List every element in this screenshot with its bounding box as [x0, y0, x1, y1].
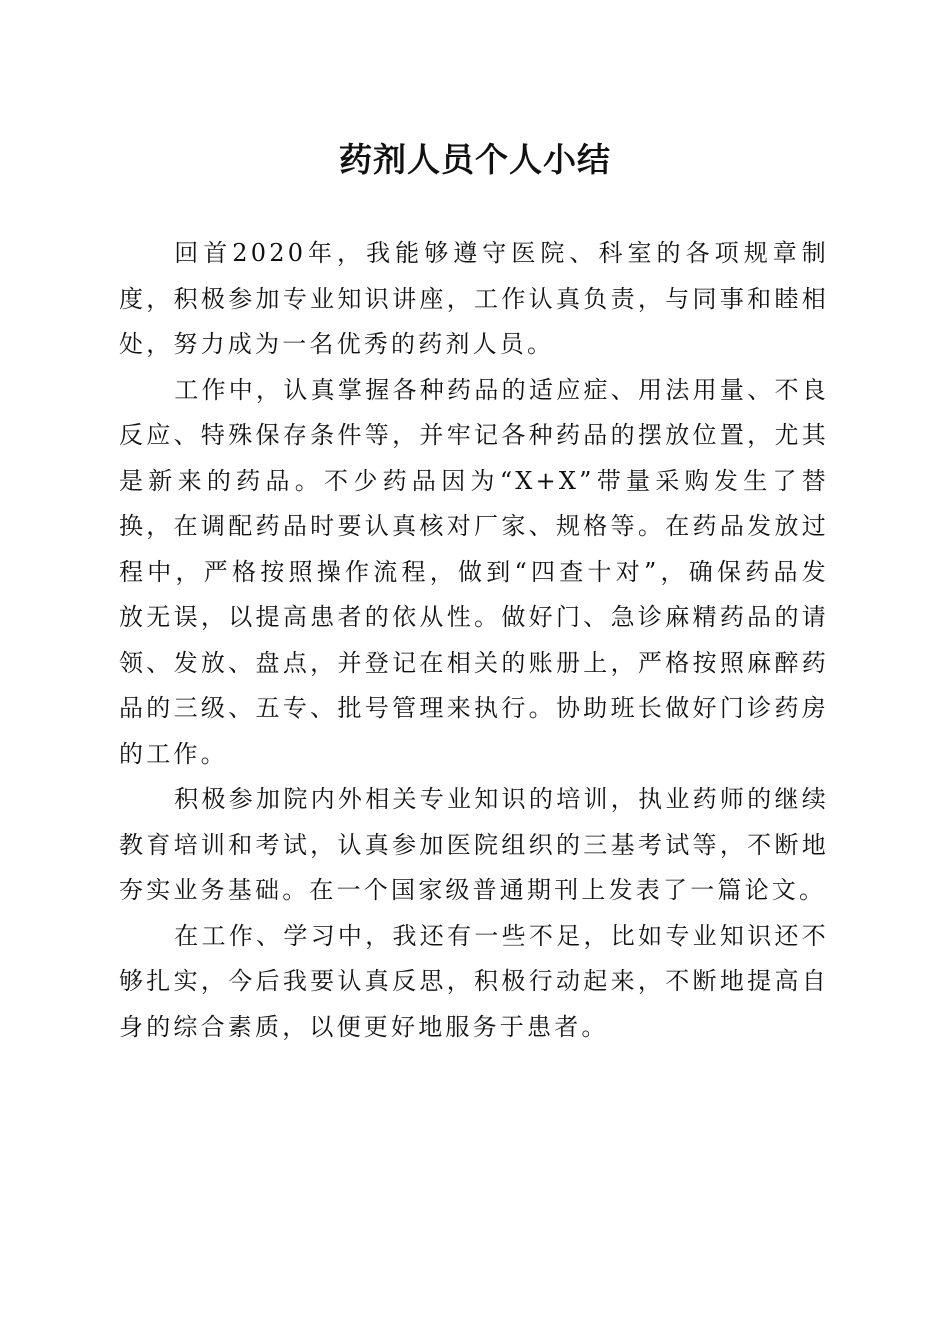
paragraph-2: 工作中，认真掌握各种药品的适应症、用法用量、不良反应、特殊保存条件等，并牢记各种药品的摆放位置，尤其是新来的药品。不少药品因为“X+X”带量采购发生了替换，在调配药品时要认真核对厂家、规格等。在药品发放过程中，严格按照操作流程，做到“四查十对”，确保药品发放无误，以提高患者的依从性。做好门、急诊麻精药品的请领、发放、盘点，并登记在相关的账册上，严格按照麻醉药品的三级、五专、批号管理来执行。协助班长做好门诊药房的工作。	[119, 375, 829, 768]
document-title: 药剂人员个人小结	[339, 140, 611, 179]
paragraph-1: 回首2020年，我能够遵守医院、科室的各项规章制度，积极参加专业知识讲座，工作认真负责，与同事和睦相处，努力成为一名优秀的药剂人员。	[119, 239, 829, 358]
document-body	[119, 231, 829, 1050]
paragraph-3: 积极参加院内外相关专业知识的培训，执业药师的继续教育培训和考试，认真参加医院组织的三基考试等，不断地夯实业务基础。在一个国家级普通期刊上发表了一篇论文。	[119, 785, 829, 904]
paragraph-4: 在工作、学习中，我还有一些不足，比如专业知识还不够扎实，今后我要认真反思，积极行动起来，不断地提高自身的综合素质，以便更好地服务于患者。	[119, 921, 829, 1041]
